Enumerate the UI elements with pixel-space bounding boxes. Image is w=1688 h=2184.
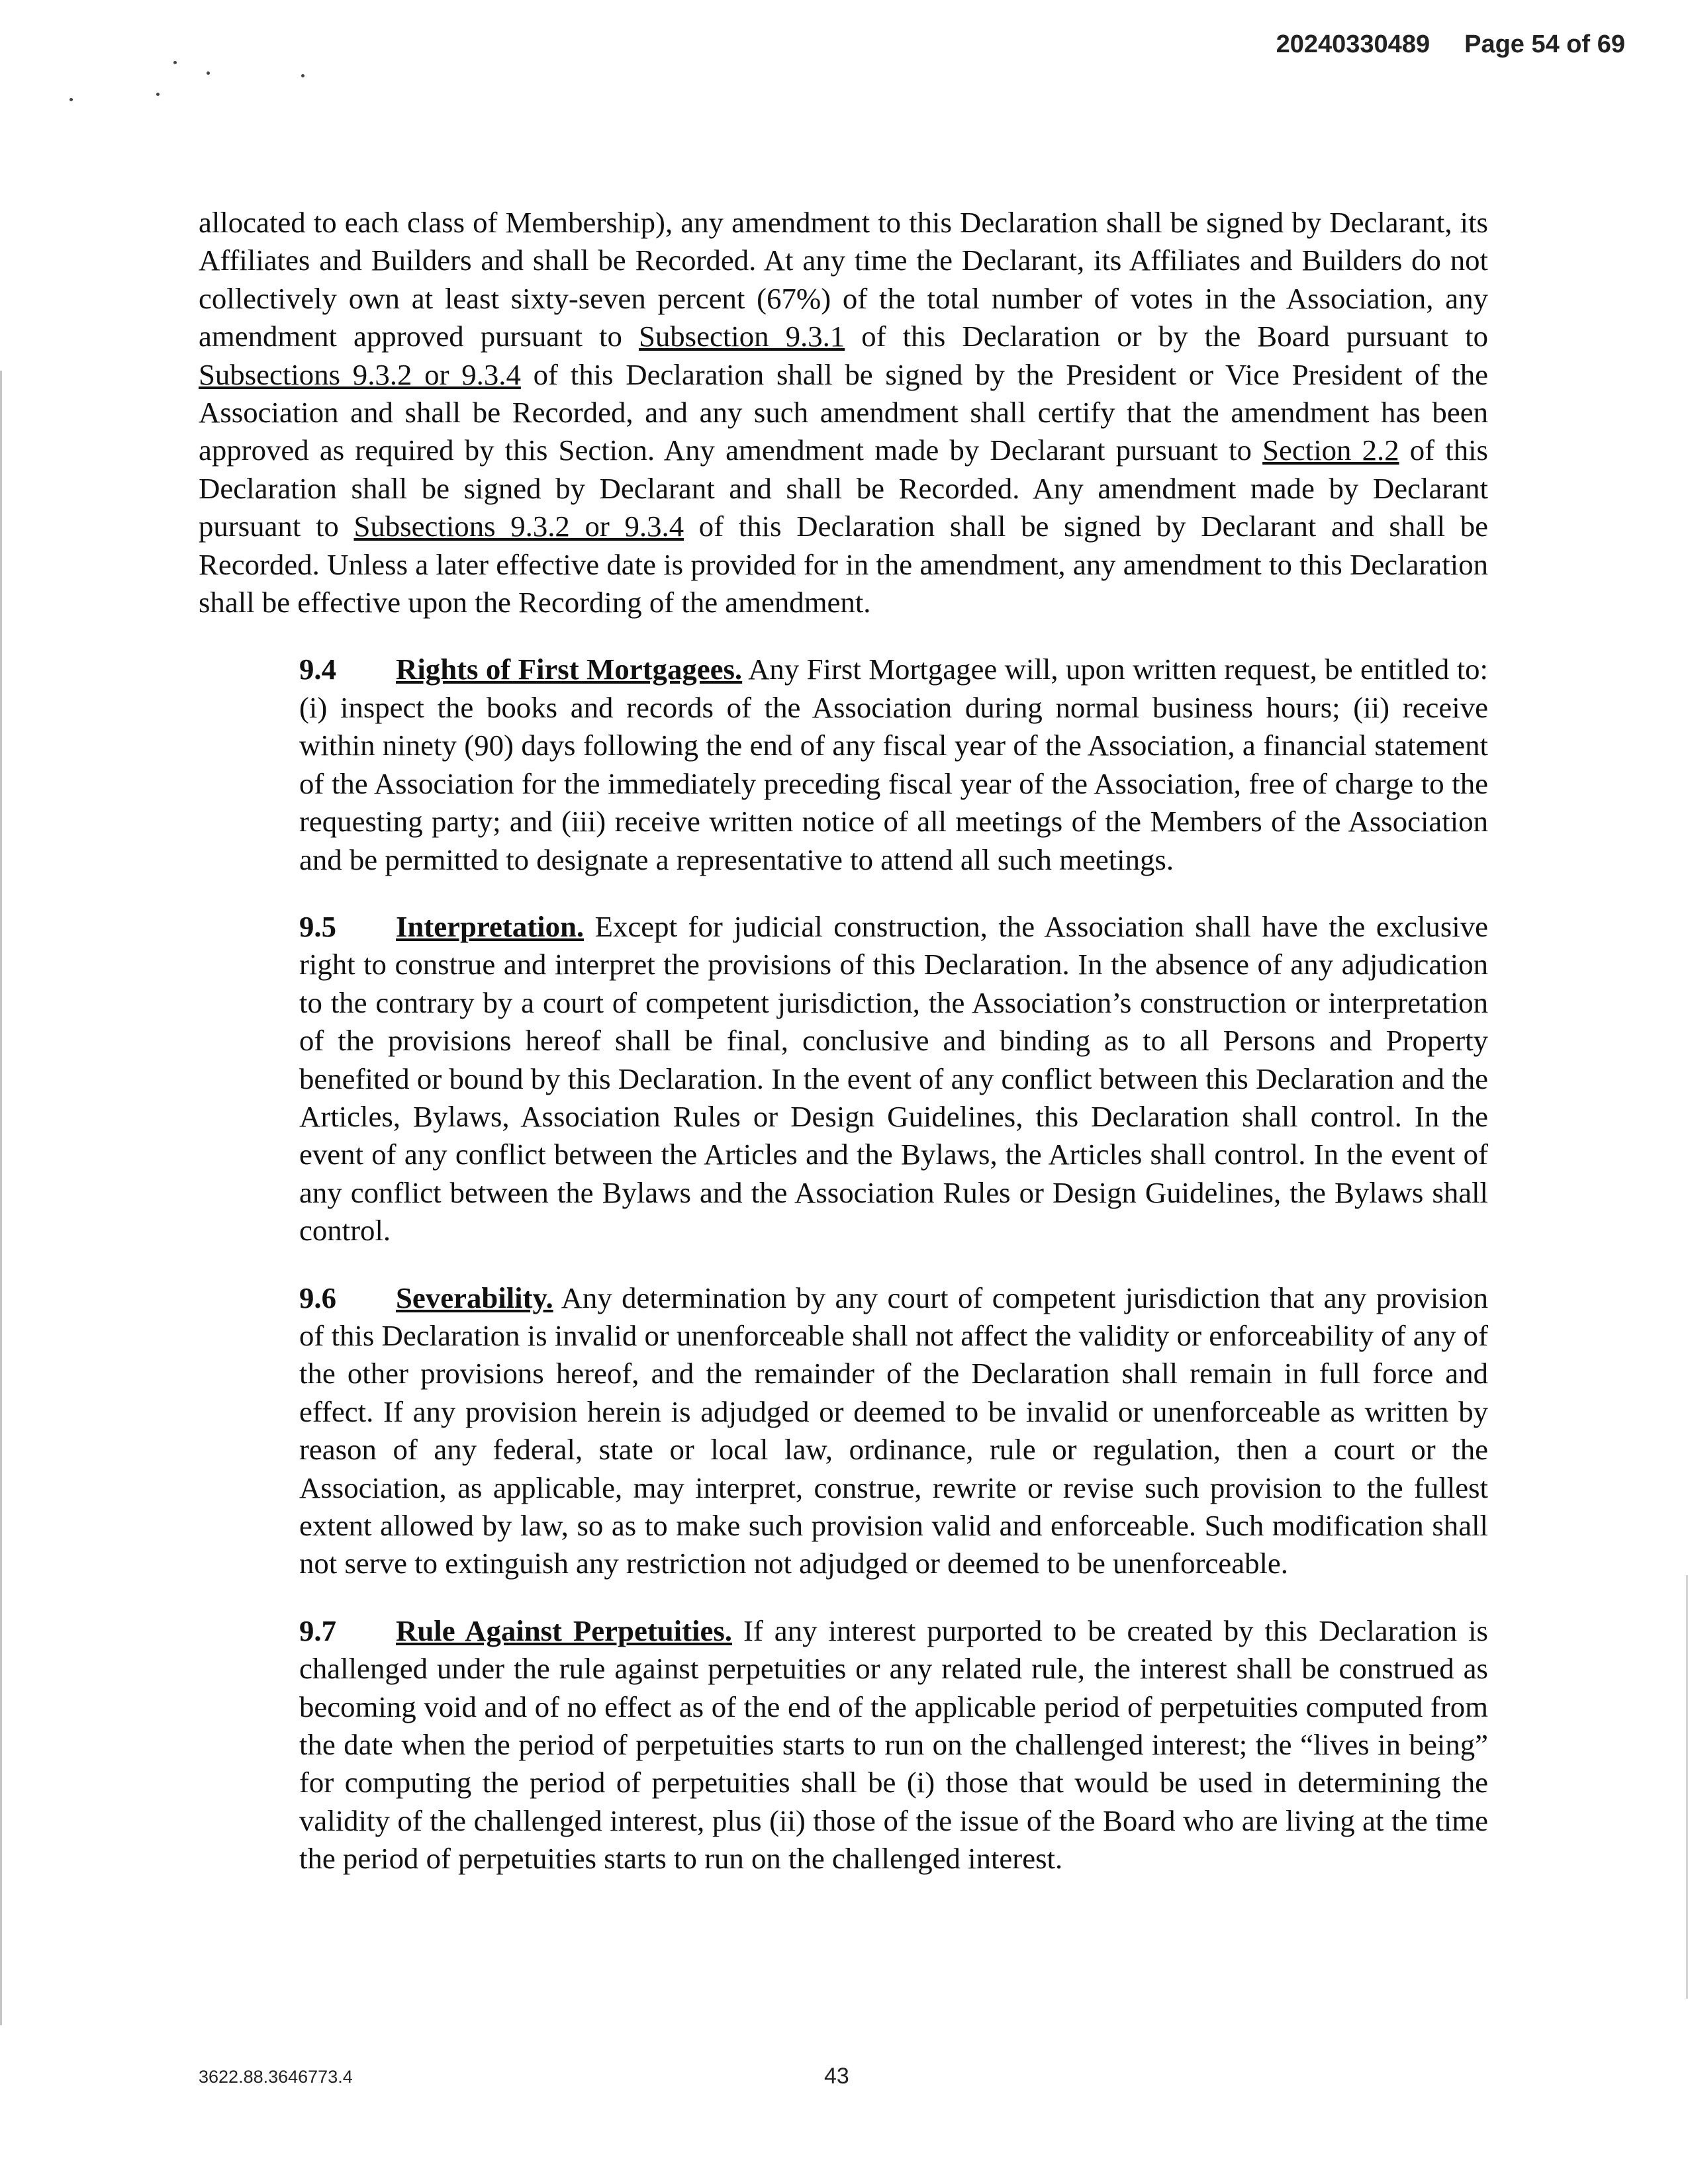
page-label: Page 54 of 69	[1464, 30, 1625, 58]
scan-speck	[207, 71, 210, 75]
cross-reference: Subsections 9.3.2 or 9.3.4	[199, 357, 521, 391]
scan-edge-left	[0, 371, 2, 2025]
section-number: 9.6	[299, 1281, 336, 1314]
document-body	[199, 204, 1488, 1907]
section-9-4	[199, 651, 1488, 878]
continuation-paragraph	[199, 204, 1488, 621]
cross-reference: Section 2.2	[1262, 433, 1399, 467]
footer-document-id: 3622.88.3646773.4	[199, 2067, 353, 2087]
page-header	[1276, 30, 1625, 59]
scan-speck	[301, 74, 305, 77]
cross-reference: Subsections 9.3.2 or 9.3.4	[353, 510, 684, 543]
paragraph-text: of this Declaration shall be signed by Declarant and shall be Recorded. Any amendment made by Declarant pursuant to	[199, 433, 1488, 543]
cross-reference: Subsection 9.3.1	[638, 320, 845, 353]
section-9-6	[199, 1279, 1488, 1583]
paragraph-text: allocated to each class of Membership), any amendment to this Declaration shall be signed by Declarant, its Affiliates and Builders and shall be Recorded. At any time the Declarant, its Affiliates and Builders do not collectively own at least sixty-seven percent (67%) of the total number of votes in the Association, any amendment approved pursuant to	[199, 206, 1488, 353]
scan-speck	[173, 61, 177, 64]
section-heading: Rights of First Mortgagees.	[396, 653, 743, 686]
section-heading: Rule Against Perpetuities.	[396, 1614, 733, 1647]
section-9-7	[199, 1612, 1488, 1878]
section-number: 9.4	[299, 653, 336, 686]
paragraph-text: of this Declaration shall be signed by the President or Vice President of the Association and shall be Recorded, and any such amendment shall certify that the amendment has been approved as required by this Section. Any amendment made by Declarant pursuant to	[199, 357, 1488, 467]
paragraph-text: If any interest purported to be created by this Declaration is challenged under the rule against perpetuities or any related rule, the interest shall be construed as becoming void and of no effect as of the end of the applicable period of perpetuities computed from the date when the period of perpetuities starts to run on the challenged interest; the “lives in being” for computing the period of perpetuities shall be (i) those that would be used in determining the validity of the challenged interest, plus (ii) those of the issue of the Board who are living at the time the period of perpetuities starts to run on the challenged interest.	[299, 1614, 1488, 1876]
scan-speck	[70, 98, 73, 101]
paragraph-text: of this Declaration or by the Board pursuant to	[845, 320, 1488, 353]
section-number: 9.5	[299, 909, 336, 943]
section-number: 9.7	[299, 1614, 336, 1647]
scan-speck	[156, 93, 160, 96]
paragraph-text: Any First Mortgagee will, upon written request, be entitled to: (i) inspect the books and records of the Association during normal business hours; (ii) receive within ninety (90) days following the end of any fiscal year of the Association, a financial statement of the Association for the immediately preceding fiscal year of the Association, free of charge to the requesting party; and (iii) receive written notice of all meetings of the Members of the Association and be permitted to designate a representative to attend all such meetings.	[299, 653, 1488, 876]
section-heading: Severability.	[396, 1281, 553, 1314]
paragraph-text: Except for judicial construction, the Association shall have the exclusive right to construe and interpret the provisions of this Declaration. In the absence of any adjudication to the contrary by a court of competent jurisdiction, the Association’s construction or interpretation of the provisions hereof shall be final, conclusive and binding as to all Persons and Property benefited or bound by this Declaration. In the event of any conflict between this Declaration and the Articles, Bylaws, Association Rules or Design Guidelines, this Declaration shall control. In the event of any conflict between the Articles and the Bylaws, the Articles shall control. In the event of any conflict between the Bylaws and the Association Rules or Design Guidelines, the Bylaws shall control.	[299, 909, 1488, 1248]
section-9-5	[199, 908, 1488, 1250]
section-heading: Interpretation.	[396, 909, 585, 943]
document-number: 20240330489	[1276, 30, 1430, 58]
paragraph-text: Any determination by any court of competent jurisdiction that any provision of this Declaration is invalid or unenforceable shall not affect the validity or enforceability of any of the other provisions hereof, and the remainder of the Declaration shall remain in full force and effect. If any provision herein is adjudged or deemed to be invalid or unenforceable as written by reason of any federal, state or local law, ordinance, rule or regulation, then a court or the Association, as applicable, may interpret, construe, rewrite or revise such provision to the fullest extent allowed by law, so as to make such provision valid and enforceable. Such modification shall not serve to extinguish any restriction not adjudged or deemed to be unenforceable.	[299, 1281, 1488, 1580]
paragraph-text: of this Declaration shall be signed by Declarant and shall be Recorded. Unless a later effective date is provided for in the amendment, any amendment to this Declaration shall be effective upon the Recording of the amendment.	[199, 510, 1488, 619]
footer-page-number: 43	[824, 2064, 849, 2089]
